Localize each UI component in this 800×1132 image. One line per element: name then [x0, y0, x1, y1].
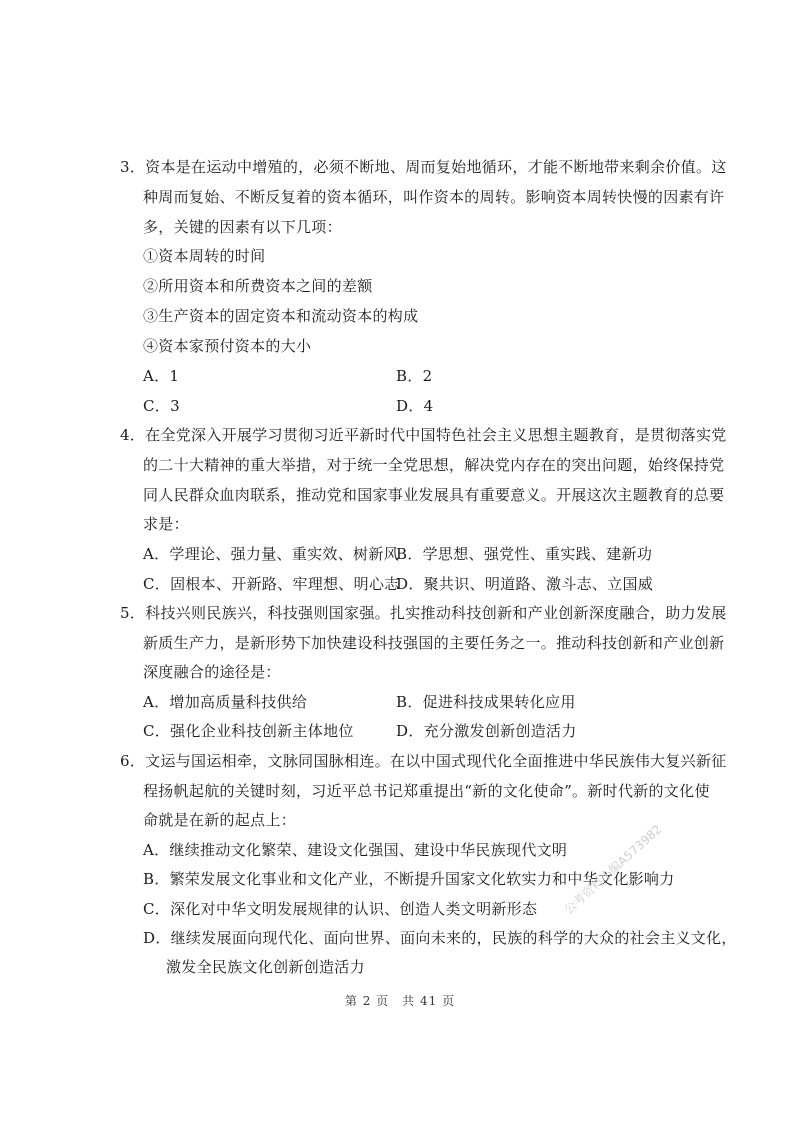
question-stem-line: 的二十大精神的重大举措，对于统一全党思想，解决党内存在的突出问题，始终保持党 — [143, 456, 725, 474]
option-b: B．学思想、强党性、重实践、建新功 — [396, 545, 653, 563]
question-stem-line: 5．科技兴则民族兴，科技强则国家强。扎实推动科技创新和产业创新深度融合，助力发展 — [120, 604, 727, 622]
option-c: C．强化企业科技创新主体地位 — [143, 722, 354, 740]
question-stem-line: 多，关键的因素有以下几项： — [143, 218, 342, 236]
option-d: D．继续发展面向现代化、面向世界、面向未来的，民族的科学的大众的社会主义文化， — [143, 929, 737, 947]
statement-item: ②所用资本和所费资本之间的差额 — [143, 277, 373, 295]
question-stem-line: 程扬帆起航的关键时刻，习近平总书记郑重提出“新的文化使命”。新时代新的文化使 — [143, 782, 710, 800]
option-d: D．4 — [396, 397, 434, 415]
statement-item: ④资本家预付资本的大小 — [143, 337, 312, 355]
option-c: C．3 — [143, 397, 180, 415]
watermark: 公考资料小编A573982 — [561, 822, 665, 917]
option-a: A．学理论、强力量、重实效、树新风 — [143, 545, 399, 563]
option-c: C．固根本、开新路、牢理想、明心志 — [143, 575, 400, 593]
question-stem-line: 6．文运与国运相牵，文脉同国脉相连。在以中国式现代化全面推进中华民族伟大复兴新征 — [120, 752, 727, 770]
question-stem-line: 新质生产力，是新形势下加快建设科技强国的主要任务之一。推动科技创新和产业创新 — [143, 634, 725, 652]
option-a: A．增加高质量科技供给 — [143, 693, 308, 711]
question-stem-line: 同人民群众血肉联系，推动党和国家事业发展具有重要意义。开展这次主题教育的总要 — [143, 486, 725, 504]
question-stem-line: 深度融合的途径是： — [143, 663, 281, 681]
option-b: B．繁荣发展文化事业和文化产业，不断提升国家文化软实力和中华文化影响力 — [143, 870, 675, 888]
statement-item: ③生产资本的固定资本和流动资本的构成 — [143, 307, 419, 325]
question-stem-line: 3．资本是在运动中增殖的，必须不断地、周而复始地循环，才能不断地带来剩余价值。这 — [120, 158, 727, 176]
option-d-continuation: 激发全民族文化创新创造活力 — [166, 958, 365, 976]
option-a: A．1 — [143, 367, 180, 385]
question-stem-line: 求是： — [143, 515, 189, 533]
option-d: D．充分激发创新创造活力 — [396, 722, 577, 740]
statement-item: ①资本周转的时间 — [143, 247, 266, 265]
question-stem-line: 命就是在新的起点上： — [143, 811, 297, 829]
option-c: C．深化对中华文明发展规律的认识、创造人类文明新形态 — [143, 900, 538, 918]
option-b: B．促进科技成果转化应用 — [396, 693, 576, 711]
question-stem-line: 4．在全党深入开展学习贯彻习近平新时代中国特色社会主义思想主题教育，是贯彻落实党 — [120, 426, 727, 444]
option-a: A．继续推动文化繁荣、建设文化强国、建设中华民族现代文明 — [143, 841, 568, 859]
page-footer: 第 2 页 共 41 页 — [344, 994, 456, 1008]
option-d: D．聚共识、明道路、激斗志、立国威 — [396, 575, 654, 593]
question-stem-line: 种周而复始、不断反复着的资本循环，叫作资本的周转。影响资本周转快慢的因素有许 — [143, 188, 725, 206]
option-b: B．2 — [396, 367, 433, 385]
